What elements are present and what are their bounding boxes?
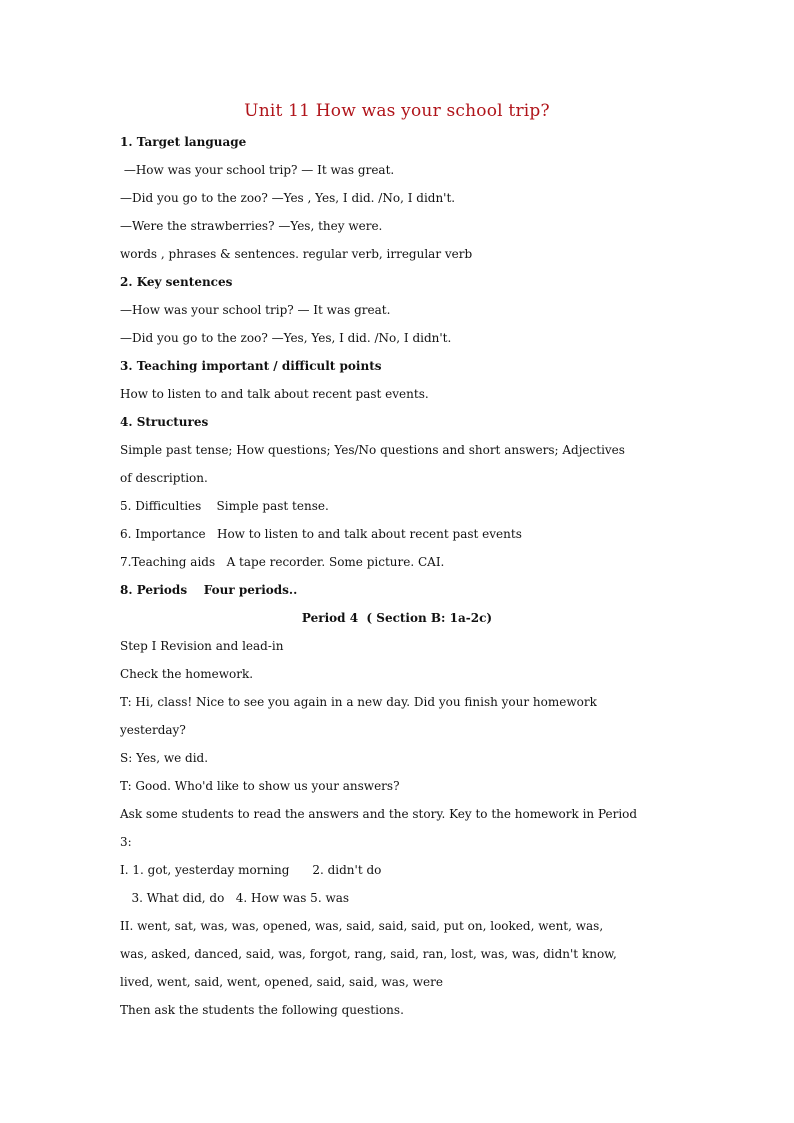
text-line: 3: (120, 835, 132, 849)
text-line: —Did you go to the zoo? —Yes , Yes, I did. /No, I didn't. (120, 191, 456, 205)
text-line: T: Hi, class! Nice to see you again in a new day. Did you finish your homework (120, 695, 597, 709)
text-line: Ask some students to read the answers and the story. Key to the homework in Period (120, 807, 638, 821)
text-line: —How was your school trip? — It was great. (120, 163, 395, 177)
period-heading: Period 4 ( Section B: 1a-2c) (301, 611, 493, 625)
text-line: T: Good. Who'd like to show us your answers? (120, 779, 400, 793)
text-line: of description. (120, 471, 208, 485)
text-line: lived, went, said, went, opened, said, said, was, were (120, 975, 443, 989)
text-line: I. 1. got, yesterday morning 2. didn't do (120, 863, 382, 877)
text-line: —Were the strawberries? —Yes, they were. (120, 219, 383, 233)
heading-difficulties: 5. Difficulties Simple past tense. (120, 499, 329, 513)
text-line: yesterday? (120, 723, 186, 737)
heading-teaching-points: 3. Teaching important / difficult points (120, 359, 382, 373)
text-line: Simple past tense; How questions; Yes/No questions and short answers; Adjectives (120, 443, 625, 457)
heading-target-language: 1. Target language (120, 135, 247, 149)
heading-importance: 6. Importance How to listen to and talk about recent past events (120, 527, 522, 541)
step-heading: Step I Revision and lead-in (120, 639, 284, 653)
text-line: Then ask the students the following questions. (120, 1003, 404, 1017)
document-title: Unit 11 How was your school trip? (244, 101, 550, 121)
text-line: How to listen to and talk about recent past events. (120, 387, 429, 401)
heading-periods: 8. Periods Four periods.. (120, 583, 298, 597)
heading-key-sentences: 2. Key sentences (120, 275, 233, 289)
heading-teaching-aids: 7.Teaching aids A tape recorder. Some picture. CAI. (120, 555, 445, 569)
text-line: —Did you go to the zoo? —Yes, Yes, I did. /No, I didn't. (120, 331, 452, 345)
text-line: words , phrases & sentences. regular verb, irregular verb (120, 247, 473, 261)
text-line: S: Yes, we did. (120, 751, 209, 765)
heading-structures: 4. Structures (120, 415, 209, 429)
text-line: II. went, sat, was, was, opened, was, said, said, said, put on, looked, went, was, (120, 919, 604, 933)
text-line: was, asked, danced, said, was, forgot, rang, said, ran, lost, was, was, didn't know, (120, 947, 617, 961)
text-line: —How was your school trip? — It was great. (120, 303, 391, 317)
text-line: 3. What did, do 4. How was 5. was (120, 891, 350, 905)
text-line: Check the homework. (120, 667, 254, 681)
